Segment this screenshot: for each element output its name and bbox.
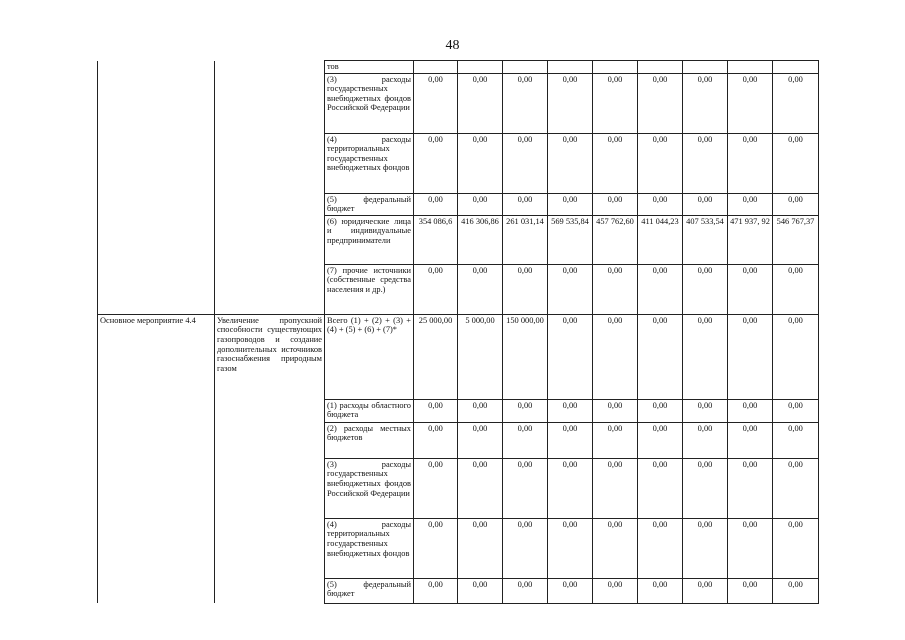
event-cell-empty	[98, 61, 215, 315]
year-value: 0,00	[638, 133, 683, 193]
year-value: 0,00	[548, 133, 593, 193]
year-value: 0,00	[548, 518, 593, 578]
year-value: 0,00	[593, 518, 638, 578]
year-value: 407 533,54	[683, 215, 728, 264]
table-row	[98, 314, 819, 399]
year-value: 0,00	[548, 193, 593, 215]
description-cell-empty	[215, 61, 325, 315]
year-value: 471 937, 92	[728, 215, 773, 264]
year-value: 0,00	[414, 73, 458, 133]
year-value: 0,00	[593, 264, 638, 314]
funding-source: (4) расходы территориальных государственных внебюджетных фондов	[325, 133, 414, 193]
year-value: 261 031,14	[503, 215, 548, 264]
year-value: 0,00	[683, 422, 728, 458]
year-value: 0,00	[773, 422, 819, 458]
year-value	[638, 61, 683, 74]
year-value	[548, 61, 593, 74]
year-value	[773, 61, 819, 74]
year-value: 0,00	[503, 399, 548, 422]
year-value: 0,00	[503, 422, 548, 458]
year-value: 0,00	[458, 458, 503, 518]
year-value: 0,00	[773, 133, 819, 193]
year-value: 0,00	[638, 518, 683, 578]
year-value: 0,00	[683, 399, 728, 422]
funding-source: (3) расходы государственных внебюджетных фондов Российской Федерации	[325, 458, 414, 518]
event-description: Увеличение пропускной способности существующих газопроводов и создание дополнительных источников газоснабжения природным газом	[215, 314, 325, 603]
year-value: 0,00	[414, 193, 458, 215]
year-value: 0,00	[503, 578, 548, 603]
year-value: 0,00	[773, 314, 819, 399]
year-value: 0,00	[548, 399, 593, 422]
year-value: 0,00	[683, 133, 728, 193]
year-value: 0,00	[683, 314, 728, 399]
year-value: 0,00	[458, 73, 503, 133]
year-value: 0,00	[773, 264, 819, 314]
year-value: 0,00	[593, 193, 638, 215]
table-row	[98, 61, 819, 74]
year-value: 569 535,84	[548, 215, 593, 264]
year-value	[503, 61, 548, 74]
year-value: 0,00	[458, 422, 503, 458]
year-value: 0,00	[458, 578, 503, 603]
year-value: 0,00	[593, 73, 638, 133]
year-value: 0,00	[593, 133, 638, 193]
year-value: 354 086,6	[414, 215, 458, 264]
year-value: 25 000,00	[414, 314, 458, 399]
year-value: 0,00	[548, 458, 593, 518]
year-value: 0,00	[773, 399, 819, 422]
year-value: 0,00	[503, 133, 548, 193]
funding-source: (5) федеральный бюджет	[325, 193, 414, 215]
year-value: 0,00	[728, 458, 773, 518]
year-value: 0,00	[414, 133, 458, 193]
funding-source: (3) расходы государственных внебюджетных фондов Российской Федерации	[325, 73, 414, 133]
year-value: 0,00	[728, 314, 773, 399]
year-value: 0,00	[548, 578, 593, 603]
year-value	[593, 61, 638, 74]
year-value: 0,00	[593, 578, 638, 603]
year-value: 0,00	[728, 193, 773, 215]
year-value: 0,00	[414, 264, 458, 314]
year-value: 0,00	[728, 578, 773, 603]
funding-source: тов	[325, 61, 414, 74]
year-value: 0,00	[638, 458, 683, 518]
year-value: 0,00	[414, 458, 458, 518]
year-value: 0,00	[728, 73, 773, 133]
year-value: 0,00	[773, 518, 819, 578]
year-value: 0,00	[683, 518, 728, 578]
funding-source: (4) расходы территориальных государственных внебюджетных фондов	[325, 518, 414, 578]
year-value: 416 306,86	[458, 215, 503, 264]
year-value: 0,00	[503, 264, 548, 314]
year-value: 0,00	[728, 518, 773, 578]
year-value: 0,00	[593, 314, 638, 399]
year-value: 0,00	[458, 193, 503, 215]
year-value: 0,00	[638, 193, 683, 215]
year-value: 0,00	[728, 422, 773, 458]
funding-source: (6) юридические лица и индивидуальные предприниматели	[325, 215, 414, 264]
year-value: 457 762,60	[593, 215, 638, 264]
year-value: 5 000,00	[458, 314, 503, 399]
year-value	[683, 61, 728, 74]
year-value: 0,00	[728, 133, 773, 193]
year-value: 0,00	[458, 133, 503, 193]
year-value: 0,00	[548, 314, 593, 399]
year-value: 0,00	[638, 314, 683, 399]
year-value: 0,00	[683, 578, 728, 603]
year-value: 0,00	[414, 578, 458, 603]
year-value: 0,00	[683, 458, 728, 518]
funding-source: Всего (1) + (2) + (3) + (4) + (5) + (6) + (7)*	[325, 314, 414, 399]
year-value: 0,00	[548, 422, 593, 458]
year-value: 546 767,37	[773, 215, 819, 264]
year-value: 0,00	[638, 422, 683, 458]
year-value: 0,00	[503, 73, 548, 133]
year-value: 0,00	[773, 73, 819, 133]
year-value: 0,00	[773, 578, 819, 603]
year-value: 0,00	[458, 264, 503, 314]
year-value: 0,00	[414, 518, 458, 578]
year-value: 0,00	[728, 399, 773, 422]
year-value: 0,00	[414, 422, 458, 458]
year-value: 0,00	[414, 399, 458, 422]
year-value: 0,00	[503, 193, 548, 215]
year-value: 0,00	[548, 73, 593, 133]
year-value: 0,00	[593, 458, 638, 518]
funding-source: (5) федеральный бюджет	[325, 578, 414, 603]
year-value: 0,00	[458, 518, 503, 578]
funding-source: (1) расходы областного бюджета	[325, 399, 414, 422]
year-value	[414, 61, 458, 74]
year-value: 0,00	[503, 458, 548, 518]
page-number: 48	[445, 38, 460, 53]
year-value: 0,00	[773, 193, 819, 215]
funding-source: (2) расходы местных бюджетов	[325, 422, 414, 458]
year-value: 0,00	[458, 399, 503, 422]
year-value: 0,00	[683, 73, 728, 133]
year-value: 0,00	[593, 399, 638, 422]
year-value: 0,00	[638, 399, 683, 422]
year-value: 0,00	[683, 264, 728, 314]
year-value: 0,00	[638, 578, 683, 603]
year-value	[728, 61, 773, 74]
year-value: 0,00	[548, 264, 593, 314]
funding-source: (7) прочие источники (собственные средства населения и др.)	[325, 264, 414, 314]
year-value: 0,00	[683, 193, 728, 215]
year-value: 0,00	[638, 264, 683, 314]
year-value: 0,00	[773, 458, 819, 518]
year-value: 0,00	[593, 422, 638, 458]
event-name: Основное мероприятие 4.4	[98, 314, 215, 603]
year-value: 411 044,23	[638, 215, 683, 264]
year-value: 150 000,00	[503, 314, 548, 399]
budget-table	[97, 60, 819, 604]
year-value: 0,00	[503, 518, 548, 578]
year-value	[458, 61, 503, 74]
year-value: 0,00	[638, 73, 683, 133]
year-value: 0,00	[728, 264, 773, 314]
